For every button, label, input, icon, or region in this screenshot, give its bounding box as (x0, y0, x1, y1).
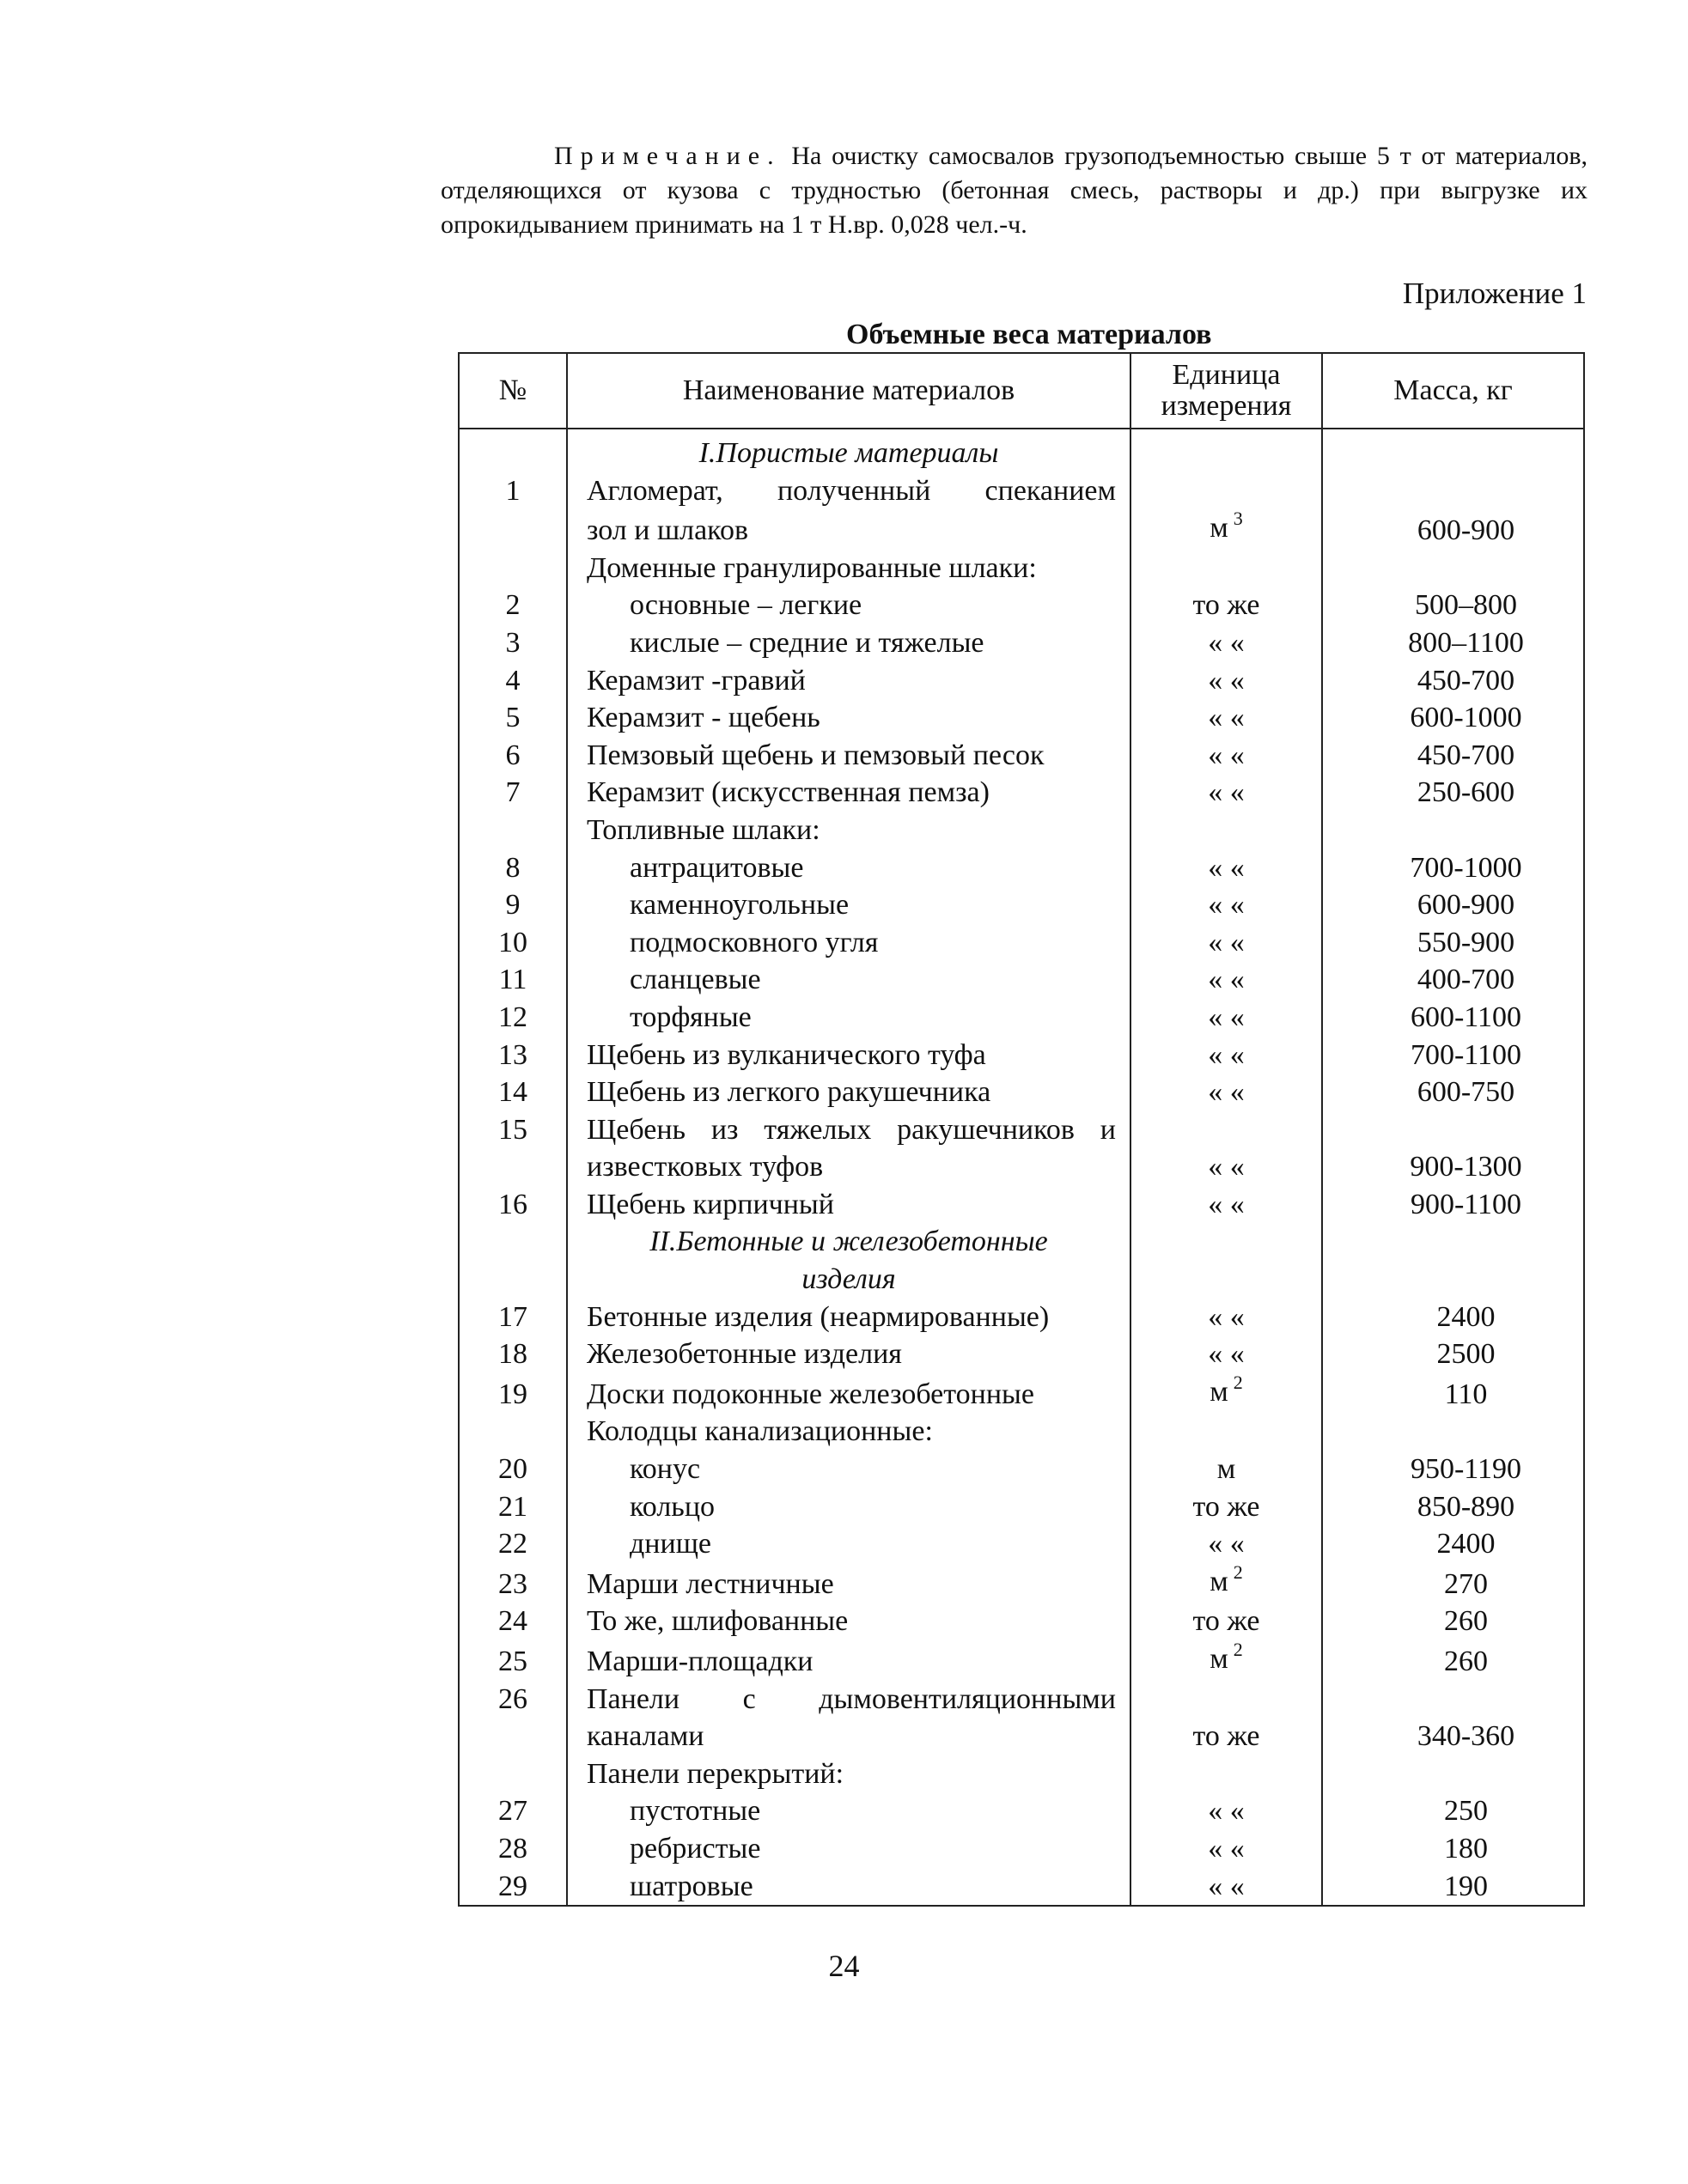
cell-name: Доменные гранулированные шлаки: (567, 550, 1130, 587)
cell-num: 20 (459, 1451, 567, 1488)
cell-name: торфяные (567, 999, 1130, 1037)
cell-mass: 250-600 (1322, 774, 1584, 812)
materials-table (458, 352, 1585, 1907)
cell-unit (1130, 1640, 1322, 1681)
cell-unit-text: м (1210, 1375, 1228, 1408)
cell-name: известковых туфов (567, 1148, 1130, 1186)
table-row (459, 1563, 1584, 1603)
cell-mass: 2500 (1322, 1335, 1584, 1373)
cell-num: 3 (459, 624, 567, 662)
cell-name: Керамзит (искусственная пемза) (567, 774, 1130, 812)
table-row (459, 1755, 1584, 1793)
cell-unit-text: « « (1208, 1300, 1245, 1333)
cell-num: 11 (459, 961, 567, 999)
cell-num: 28 (459, 1830, 567, 1868)
cell-name: Агломерат, полученный спеканием (567, 472, 1130, 510)
cell-unit (1130, 1718, 1322, 1755)
cell-name: шатровые (567, 1868, 1130, 1907)
cell-unit-text: « « (1208, 1076, 1245, 1109)
cell-unit-text: « « (1208, 1038, 1245, 1071)
cell-unit-text: « « (1208, 739, 1245, 771)
cell-name: Пемзовый щебень и пемзовый песок (567, 737, 1130, 775)
table-row (459, 1681, 1584, 1719)
cell-unit (1130, 1560, 1322, 1603)
cell-mass (1322, 1681, 1584, 1719)
cell-mass: 450-700 (1322, 662, 1584, 700)
note-paragraph (441, 139, 1587, 242)
cell-mass: 180 (1322, 1830, 1584, 1868)
cell-mass: 850-890 (1322, 1488, 1584, 1526)
cell-unit-superscript: 2 (1233, 1639, 1243, 1660)
cell-name: сланцевые (567, 961, 1130, 999)
cell-unit-text: то же (1192, 1720, 1260, 1753)
header-unit (1130, 353, 1322, 429)
cell-unit-text: м (1210, 1565, 1228, 1597)
cell-mass: 340-360 (1322, 1718, 1584, 1755)
cell-mass: 2400 (1322, 1299, 1584, 1336)
cell-name: кислые – средние и тяжелые (567, 624, 1130, 662)
cell-mass (1322, 472, 1584, 510)
cell-name: Щебень из вулканического туфа (567, 1037, 1130, 1074)
cell-mass (1322, 1111, 1584, 1149)
cell-name: Колодцы канализационные: (567, 1413, 1130, 1451)
table-row (459, 1413, 1584, 1451)
cell-unit (1130, 1488, 1322, 1526)
cell-num: 19 (459, 1373, 567, 1414)
table-row (459, 662, 1584, 700)
cell-unit-text: то же (1192, 1490, 1260, 1523)
cell-unit (1130, 1413, 1322, 1451)
cell-unit (1130, 961, 1322, 999)
cell-unit (1130, 1335, 1322, 1373)
table-row (459, 1792, 1584, 1830)
cell-unit-text: « « (1208, 626, 1245, 659)
cell-unit-text: « « (1208, 1338, 1245, 1371)
table-row (459, 1299, 1584, 1336)
cell-num: 16 (459, 1186, 567, 1224)
cell-unit (1130, 1186, 1322, 1224)
cell-mass: 700-1100 (1322, 1037, 1584, 1074)
table-row (459, 1335, 1584, 1373)
cell-unit (1130, 1681, 1322, 1719)
cell-num: 25 (459, 1640, 567, 1681)
cell-mass (1322, 812, 1584, 849)
cell-unit (1130, 1299, 1322, 1336)
cell-unit-text: « « (1208, 1151, 1245, 1183)
note-text: На очистку самосвалов грузоподъемностью свыше 5 т от материалов, отделяющихся от кузова с трудностью (бетонная смесь, растворы и др.) при выгрузке их опрокидыванием принимать на 1 т Н.вр. 0,028 чел.-ч. (441, 142, 1587, 239)
cell-mass (1322, 1755, 1584, 1793)
cell-name: Железобетонные изделия (567, 1335, 1130, 1373)
cell-unit-text: « « (1208, 1528, 1245, 1560)
table-row (459, 1603, 1584, 1640)
section-title: изделия (567, 1261, 1130, 1299)
cell-name: Марши-площадки (567, 1640, 1130, 1681)
cell-mass: 260 (1322, 1640, 1584, 1681)
cell-unit (1130, 1868, 1322, 1907)
cell-name: основные – легкие (567, 587, 1130, 624)
cell-name: пустотные (567, 1792, 1130, 1830)
cell-unit (1130, 587, 1322, 624)
table-row (459, 1718, 1584, 1755)
table-row (459, 812, 1584, 849)
cell-name: То же, шлифованные (567, 1603, 1130, 1640)
cell-unit-text: « « (1208, 1001, 1245, 1033)
cell-unit-text: « « (1208, 926, 1245, 958)
table-title: Объемные веса материалов (846, 319, 1212, 350)
cell-unit (1130, 1074, 1322, 1111)
cell-unit (1130, 624, 1322, 662)
cell-mass: 110 (1322, 1373, 1584, 1414)
cell-unit (1130, 886, 1322, 924)
cell-unit-text: « « (1208, 851, 1245, 884)
cell-name: Панели с дымовентиляционными (567, 1681, 1130, 1719)
cell-num (459, 550, 567, 587)
table-row (459, 849, 1584, 887)
cell-mass (1322, 1261, 1584, 1299)
table-row (459, 472, 1584, 510)
cell-name: Щебень из легкого ракушечника (567, 1074, 1130, 1111)
cell-mass (1322, 429, 1584, 472)
cell-name: антрацитовые (567, 849, 1130, 887)
cell-num: 24 (459, 1603, 567, 1640)
table-body (459, 429, 1584, 1906)
cell-unit-text: « « (1208, 889, 1245, 922)
cell-mass: 2400 (1322, 1525, 1584, 1563)
header-name: Наименование материалов (567, 353, 1130, 429)
cell-mass: 550-900 (1322, 924, 1584, 962)
header-unit-line1: Единица (1172, 359, 1281, 391)
cell-unit (1130, 812, 1322, 849)
cell-name: Щебень кирпичный (567, 1186, 1130, 1224)
cell-num (459, 1223, 567, 1261)
table-row (459, 550, 1584, 587)
cell-unit-text: « « (1208, 776, 1245, 809)
table-row (459, 1373, 1584, 1414)
table-row (459, 774, 1584, 812)
cell-unit-superscript: 2 (1233, 1371, 1243, 1393)
cell-num: 13 (459, 1037, 567, 1074)
cell-unit (1130, 774, 1322, 812)
cell-mass: 600-1100 (1322, 999, 1584, 1037)
cell-unit (1130, 737, 1322, 775)
cell-mass: 600-750 (1322, 1074, 1584, 1111)
cell-num: 5 (459, 699, 567, 737)
cell-name: ребристые (567, 1830, 1130, 1868)
cell-mass: 400-700 (1322, 961, 1584, 999)
cell-num (459, 1718, 567, 1755)
cell-num (459, 509, 567, 550)
cell-num: 10 (459, 924, 567, 962)
cell-unit-text: « « (1208, 1188, 1245, 1220)
table-row (459, 961, 1584, 999)
table-row (459, 1830, 1584, 1868)
cell-unit (1130, 662, 1322, 700)
cell-unit (1130, 1261, 1322, 1299)
cell-mass: 500–800 (1322, 587, 1584, 624)
header-num: № (459, 353, 567, 429)
cell-num (459, 1413, 567, 1451)
table-row (459, 1640, 1584, 1681)
cell-num (459, 429, 567, 472)
cell-mass: 600-900 (1322, 509, 1584, 550)
cell-unit-superscript: 3 (1233, 508, 1243, 530)
table-row (459, 1186, 1584, 1224)
cell-name: зол и шлаков (567, 509, 1130, 550)
cell-num (459, 812, 567, 849)
header-mass: Масса, кг (1322, 353, 1584, 429)
cell-num: 4 (459, 662, 567, 700)
cell-mass: 250 (1322, 1792, 1584, 1830)
cell-unit (1130, 1451, 1322, 1488)
cell-num (459, 1755, 567, 1793)
cell-unit (1130, 1373, 1322, 1414)
table-row (459, 1488, 1584, 1526)
section-row (459, 1261, 1584, 1299)
cell-mass: 900-1100 (1322, 1186, 1584, 1224)
section-title: I.Пористые материалы (567, 429, 1130, 472)
table-row (459, 1148, 1584, 1186)
cell-unit-text: м (1210, 512, 1228, 544)
cell-unit (1130, 1830, 1322, 1868)
cell-name: днище (567, 1525, 1130, 1563)
appendix-label: Приложение 1 (1402, 277, 1587, 310)
table-row (459, 509, 1584, 550)
cell-mass: 950-1190 (1322, 1451, 1584, 1488)
cell-name: Щебень из тяжелых ракушечников и (567, 1111, 1130, 1149)
cell-unit (1130, 699, 1322, 737)
table-row (459, 587, 1584, 624)
cell-name: каменноугольные (567, 886, 1130, 924)
cell-num: 27 (459, 1792, 567, 1830)
cell-name: Керамзит - щебень (567, 699, 1130, 737)
cell-num: 7 (459, 774, 567, 812)
cell-name: Бетонные изделия (неармированные) (567, 1299, 1130, 1336)
cell-name: Керамзит -гравий (567, 662, 1130, 700)
section-title: II.Бетонные и железобетонные (567, 1223, 1130, 1261)
cell-mass (1322, 1223, 1584, 1261)
cell-num: 18 (459, 1335, 567, 1373)
cell-name: конус (567, 1451, 1130, 1488)
cell-mass: 600-900 (1322, 886, 1584, 924)
cell-unit (1130, 429, 1322, 472)
cell-unit-text: « « (1208, 702, 1245, 734)
cell-unit (1130, 924, 1322, 962)
table-row (459, 1451, 1584, 1488)
cell-mass: 700-1000 (1322, 849, 1584, 887)
table-row (459, 699, 1584, 737)
cell-unit-text: « « (1208, 1832, 1245, 1865)
cell-unit (1130, 1525, 1322, 1563)
cell-num: 26 (459, 1681, 567, 1719)
cell-unit (1130, 472, 1322, 510)
cell-unit (1130, 1603, 1322, 1640)
note-lead: Примечание. (554, 142, 782, 170)
cell-num (459, 1261, 567, 1299)
cell-unit-text: « « (1208, 664, 1245, 697)
cell-num: 8 (459, 849, 567, 887)
table-header-row (459, 353, 1584, 429)
header-unit-line2: измерения (1161, 390, 1292, 422)
cell-num: 14 (459, 1074, 567, 1111)
cell-name: каналами (567, 1718, 1130, 1755)
cell-num: 23 (459, 1563, 567, 1603)
cell-mass (1322, 1413, 1584, 1451)
cell-num: 6 (459, 737, 567, 775)
cell-unit (1130, 1148, 1322, 1186)
table-row (459, 1074, 1584, 1111)
cell-unit (1130, 550, 1322, 587)
cell-unit-text: « « (1208, 964, 1245, 996)
table-row (459, 1111, 1584, 1149)
cell-num: 17 (459, 1299, 567, 1336)
table-row (459, 624, 1584, 662)
table-row (459, 999, 1584, 1037)
cell-unit (1130, 1037, 1322, 1074)
table-row (459, 1868, 1584, 1907)
cell-unit (1130, 1792, 1322, 1830)
table-row (459, 1525, 1584, 1563)
cell-mass: 270 (1322, 1563, 1584, 1603)
cell-unit (1130, 849, 1322, 887)
cell-num (459, 1148, 567, 1186)
section-row (459, 429, 1584, 472)
cell-mass: 450-700 (1322, 737, 1584, 775)
cell-name: подмосковного угля (567, 924, 1130, 962)
cell-mass: 600-1000 (1322, 699, 1584, 737)
page-number: 24 (828, 1949, 860, 1983)
cell-mass: 800–1100 (1322, 624, 1584, 662)
cell-mass: 190 (1322, 1868, 1584, 1907)
cell-name: Марши лестничные (567, 1563, 1130, 1603)
cell-unit (1130, 1111, 1322, 1149)
section-row (459, 1223, 1584, 1261)
cell-num: 21 (459, 1488, 567, 1526)
cell-unit (1130, 1755, 1322, 1793)
cell-mass: 900-1300 (1322, 1148, 1584, 1186)
cell-num: 12 (459, 999, 567, 1037)
cell-num: 2 (459, 587, 567, 624)
cell-num: 22 (459, 1525, 567, 1563)
table-row (459, 1037, 1584, 1074)
table-row (459, 737, 1584, 775)
cell-unit-text: « « (1208, 1870, 1245, 1902)
cell-num: 1 (459, 472, 567, 510)
table-row (459, 924, 1584, 962)
cell-unit-text: то же (1192, 589, 1260, 622)
cell-num: 29 (459, 1868, 567, 1907)
cell-name: кольцо (567, 1488, 1130, 1526)
cell-unit (1130, 509, 1322, 550)
cell-num: 15 (459, 1111, 567, 1149)
cell-unit (1130, 999, 1322, 1037)
cell-unit-text: м (1216, 1453, 1236, 1486)
cell-name: Топливные шлаки: (567, 812, 1130, 849)
cell-unit-text: м (1210, 1643, 1228, 1675)
cell-mass (1322, 550, 1584, 587)
cell-name: Панели перекрытий: (567, 1755, 1130, 1793)
cell-num: 9 (459, 886, 567, 924)
cell-unit-text: то же (1192, 1605, 1260, 1638)
cell-unit-text: « « (1208, 1795, 1245, 1828)
cell-unit (1130, 1223, 1322, 1261)
table-row (459, 886, 1584, 924)
cell-unit-superscript: 2 (1233, 1560, 1243, 1583)
cell-name: Доски подоконные железобетонные (567, 1373, 1130, 1414)
cell-mass: 260 (1322, 1603, 1584, 1640)
